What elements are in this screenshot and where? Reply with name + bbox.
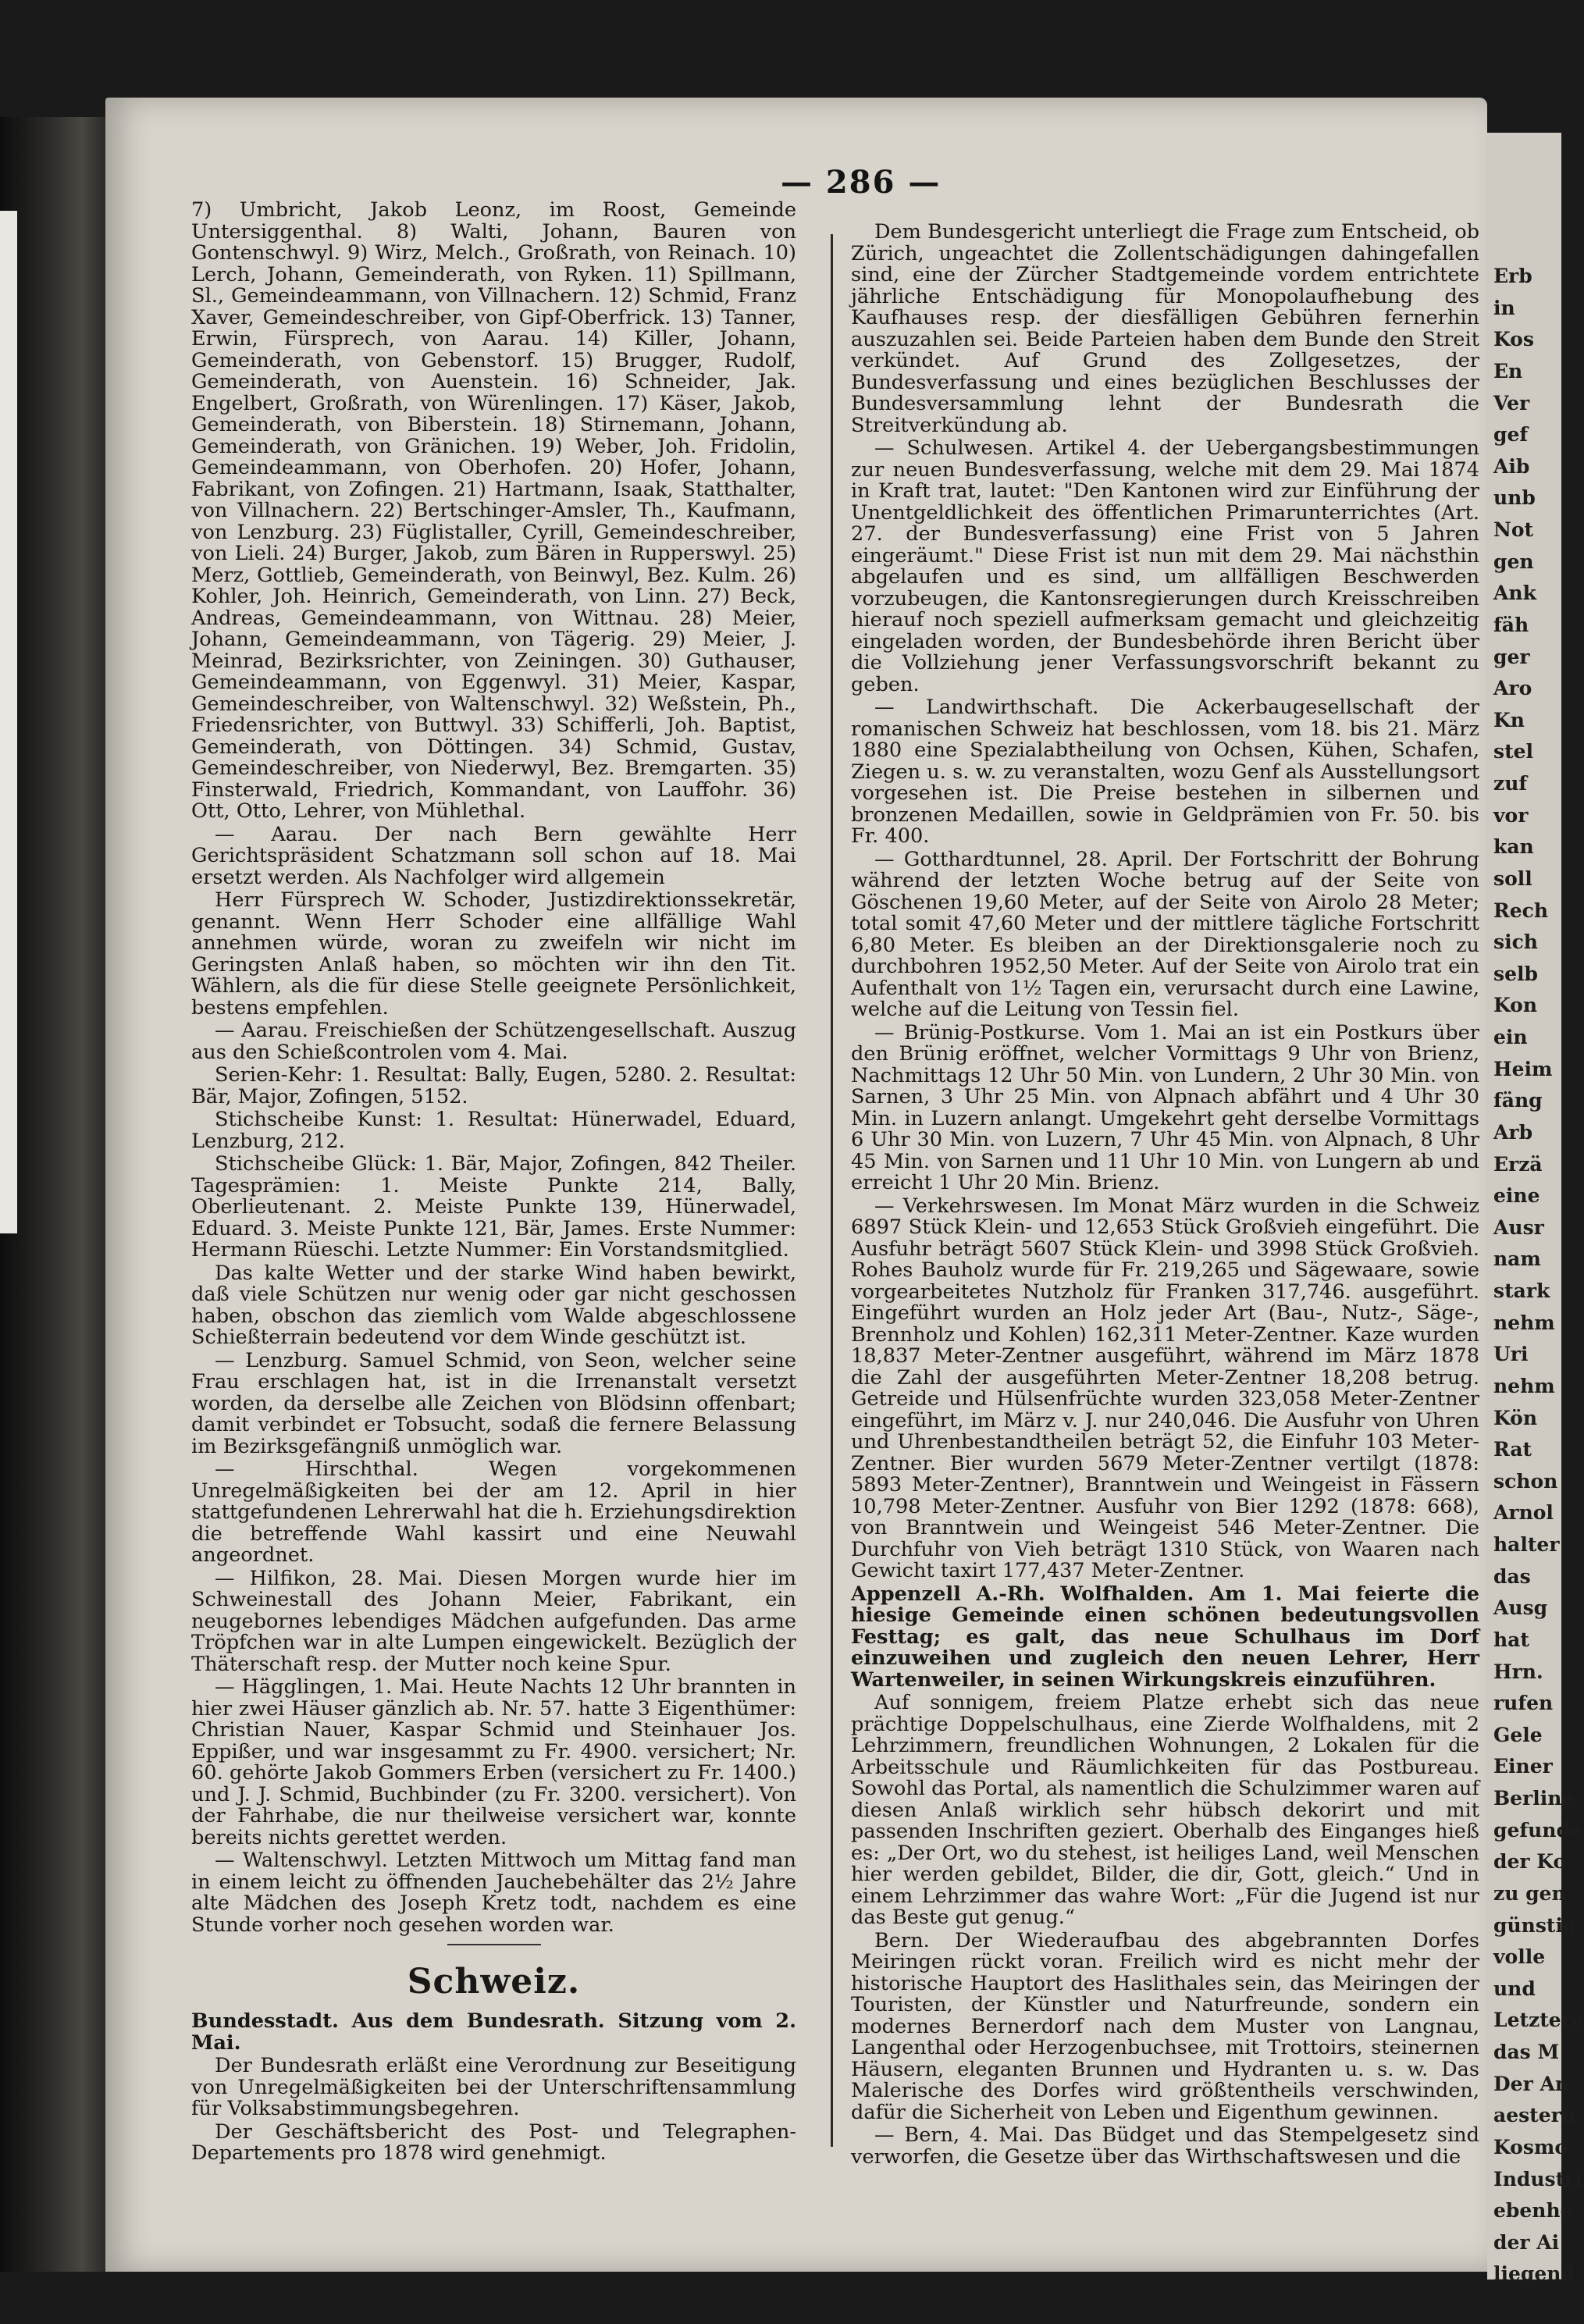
next-page-fragment: Ver: [1493, 391, 1530, 415]
next-page-fragment: fäh: [1493, 613, 1529, 636]
next-page-fragment: Berline: [1493, 1787, 1575, 1810]
paragraph: — Landwirthschaft. Die Ackerbaugesellschaft der romanischen Schweiz hat beschlossen, vom 18. bis 21. März 1880 eine Spezialabtheilung von Ochsen, Kühen, Schafen, Ziegen u. s. w. zu veranstalten, wozu Genf als Ausstellungsort vorgesehen ist. Die Preise bestehen in silbernen und bronzenen Medaillen, sowie in Geldprämien von Fr. 50. bis Fr. 400.: [851, 696, 1479, 848]
next-page-fragment: selb: [1493, 962, 1538, 985]
next-page-fragment: zuf: [1493, 772, 1528, 795]
next-page-fragment: Arnol: [1493, 1501, 1554, 1525]
paragraph: — Gotthardtunnel, 28. April. Der Fortschritt der Bohrung während der letzten Woche betrug auf der Seite von Göschenen 19,60 Meter, auf der Seite von Airolo 28 Meter; total somit 47,60 Meter und der mittlere tägliche Fortschritt 6,80 Meter. Es bleiben an der Direktionsgalerie noch zu durchbohren 1952,50 Meter. Auf der Seite von Airolo trat ein Aufenthalt von 1½ Tagen ein, verursacht durch eine Lawine, welche auf die Leitung von Tessin fiel.: [851, 847, 1479, 1021]
left-column: [191, 198, 796, 2165]
next-page-fragment: ebenhe: [1493, 2199, 1573, 2223]
next-page-fragment: Gele: [1493, 1723, 1543, 1746]
paragraph: Serien-Kehr: 1. Resultat: Bally, Eugen, 5280. 2. Resultat: Bär, Major, Zofingen, 5152.: [191, 1063, 796, 1109]
paragraph: Stichscheibe Kunst: 1. Resultat: Hünerwadel, Eduard, Lenzburg, 212.: [191, 1108, 796, 1153]
next-page-fragment: liegend: [1493, 2262, 1575, 2286]
next-page-fragment: eine: [1493, 1184, 1540, 1208]
next-page-fragment: ein: [1493, 1026, 1528, 1048]
next-page-fragment: stark: [1493, 1279, 1550, 1302]
next-page-fragment: in: [1493, 296, 1515, 319]
section-divider: [447, 1944, 541, 1945]
next-page-fragment: En: [1493, 359, 1523, 383]
next-page-fragment: Ausg: [1493, 1596, 1548, 1620]
column-rule: [831, 234, 833, 2147]
next-page-fragment: Heim: [1493, 1057, 1553, 1080]
next-page-fragment: zu gen: [1493, 1881, 1566, 1905]
next-page-fragment: der Ai: [1493, 2230, 1560, 2254]
next-page-fragment: rufen: [1493, 1692, 1554, 1715]
next-page-fragment: Kos: [1493, 328, 1534, 351]
next-page-fragment: Arb: [1493, 1120, 1533, 1144]
next-page-fragment: kan: [1493, 835, 1534, 859]
next-page-fragment: Kn: [1493, 708, 1525, 731]
next-page-fragment: Uri: [1493, 1343, 1529, 1366]
next-page-fragment: aestern: [1493, 2104, 1575, 2127]
paragraph: Auf sonnigem, freiem Platze erhebt sich das neue prächtige Doppelschulhaus, eine Zierde Wolfhaldens, mit 2 Lehrzimmern, freundlichen Wohnungen, 2 Lokalen für die Arbeitsschule und Räumlichkeiten für das Postbureau. Sowohl das Portal, als namentlich die Schulzimmer waren auf diesen Anlaß wirklich sehr hübsch dekorirt und mit passenden Inschriften geziert. Oberhalb des Einganges hieß es: „Der Ort, wo du stehest, ist heiliges Land, weil Menschen hier werden gebildet, Bilder, die dir, Gott, gleich.“ Und in einem Lehrzimmer das wahre Wort: „Für die Jugend ist nur das Beste gut genug.“: [851, 1691, 1479, 1929]
paragraph: — Verkehrswesen. Im Monat März wurden in die Schweiz 6897 Stück Klein- und 12,653 Stück Großvieh eingeführt. Die Ausfuhr beträgt 5607 Stück Klein- und 3998 Stück Großvieh. Rohes Bauholz wurde für Fr. 219,265 und Sägewaare, sowie vorgearbeitetes Nutzholz für Franken 317,746. ausgeführt. Eingeführt wurden an Holz jeder Art (Bau-, Nutz-, Säge-, Brennholz und Kohlen) 162,311 Meter-Zentner. Kaze wurden 18,837 Meter-Zentner ausgeführt, während im März 1878 die Zahl der ausgeführten Meter-Zentner 18,208 betrug. Getreide und Hülsenfrüchte wurden 323,058 Meter-Zentner eingeführt, im März v. J. nur 240,046. Die Ausfuhr von Uhren und Uhrenbestandtheilen beträgt 52, die Einfuhr 103 Meter-Zentner. Bier wurden 5679 Meter-Zentner vertilgt (1878: 5893 Meter-Zentner), Branntwein und Weingeist in Fässern 10,798 Meter-Zentner. Ausfuhr von Bier 1292 (1878: 668), von Branntwein und Weingeist 546 Meter-Zentner. Die Durchfuhr von Vieh beträgt 1310 Stück, von Waaren nach Gewicht taxirt 177,437 Meter-Zentner.: [851, 1194, 1479, 1582]
next-page-fragment: Aro: [1493, 677, 1532, 700]
next-page-fragment: Erzä: [1493, 1152, 1543, 1176]
next-page-fragment: Letztere: [1493, 2009, 1584, 2032]
next-page-fragment: Hrn.: [1493, 1660, 1543, 1683]
next-page-fragment: Einer: [1493, 1755, 1553, 1778]
paragraph: — Hägglingen, 1. Mai. Heute Nachts 12 Uhr brannten in hier zwei Häuser gänzlich ab. Nr. 57. hatte 3 Eigenthümer: Christian Nauer, Kaspar Schmid und Steinhauer Jos. Eppißer, und war insgesammt zu Fr. 4900. versichert; Nr. 60. gehörte Jakob Gommers Erben (versichert zu Fr. 1400.) und J. J. Schmid, Buchbinder (zu Fr. 3200. versichert). Von der Fahrhabe, die nur theilweise versichert war, konnte bereits nichts gerettet werden.: [191, 1675, 796, 1849]
paragraph: — Brünig-Postkurse. Vom 1. Mai an ist ein Postkurs über den Brünig eröffnet, welcher Vormittags 9 Uhr von Brienz, Nachmittags 12 Uhr 50 Min. von Lundern, 2 Uhr 30 Min. von Sarnen, 3 Uhr 25 Min. von Alpnach abfährt und 4 Uhr 30 Min. in Luzern anlangt. Umgekehrt geht derselbe Vormittags 6 Uhr 30 Min. von Luzern, 7 Uhr 45 Min. von Alpnach, 8 Uhr 45 Min. von Sarnen und 11 Uhr 10 Min. von Lungern ab und erreicht 1 Uhr 20 Min. Brienz.: [851, 1020, 1479, 1194]
next-page-fragment: das: [1493, 1564, 1531, 1588]
paragraph: — Schulwesen. Artikel 4. der Uebergangsbestimmungen zur neuen Bundesverfassung, welche mit dem 29. Mai 1874 in Kraft trat, lautet: "Den Kantonen wird zur Einführung der Unentgeldlichkeit des öffentlichen Primarunterrichtes (Art. 27. der Bundesverfassung) eine Frist von 5 Jahren eingeräumt." Diese Frist ist nun mit dem 29. Mai nächsthin abgelaufen und es sind, um allfälligen Beschwerden vorzubeugen, die Kantonsregierungen durch Kreisschreiben hierauf noch speziell aufmerksam gemacht und gleichzeitig eingeladen worden, der Bundesbehörde ihren Bericht über die Vollziehung jener Verfassungsvorschrift bekannt zu geben.: [851, 436, 1479, 696]
next-page-fragment: das M: [1493, 2041, 1560, 2063]
paragraph: — Lenzburg. Samuel Schmid, von Seon, welcher seine Frau erschlagen hat, ist in die Irrenanstalt versetzt worden, da derselbe alle Zeichen von Blödsinn offenbart; damit verbindet er Tobsucht, sodaß die fernere Belassung im Bezirksgefängniß unmöglich war.: [191, 1348, 796, 1458]
page-number: — 286 —: [781, 164, 942, 201]
paragraph: Der Bundesrath erläßt eine Verordnung zur Beseitigung von Unregelmäßigkeiten bei der Unterschriftensammlung für Volksabstimmungsbegehren.: [191, 2054, 796, 2120]
paragraph: Herr Fürsprech W. Schoder, Justizdirektionssekretär, genannt. Wenn Herr Schoder eine allfällige Wahl annehmen würde, woran zu zweifeln wir nicht im Geringsten Anlaß haben, so möchten wir ihn den Tit. Wählern, als die für diese Stelle geeignete Persönlichkeit, bestens empfehlen.: [191, 888, 796, 1020]
next-page-fragment: und: [1493, 1977, 1536, 2000]
next-page-fragment: gefunde: [1493, 1818, 1582, 1842]
next-page-fragment: Rech: [1493, 899, 1549, 922]
next-page-fragment: der Ko: [1493, 1850, 1567, 1874]
next-page-fragment: Not: [1493, 518, 1534, 541]
paragraph: — Hilfikon, 28. Mai. Diesen Morgen wurde hier im Schweinestall des Johann Meier, Fabrikant, ein neugebornes lebendiges Mädchen aufgefunden. Das arme Tröpfchen war in alte Lumpen eingewickelt. Bezüglich der Thäterschaft resp. der Mutter noch keine Spur.: [191, 1566, 796, 1676]
next-page-fragment: Ausr: [1493, 1215, 1544, 1239]
next-page-fragment: Rat: [1493, 1438, 1532, 1461]
next-page-fragment: Kosmo: [1493, 2135, 1568, 2159]
next-page-fragment: volle: [1493, 1945, 1546, 1969]
binding-paper-edge: [0, 211, 17, 1233]
paragraph: Bundesstadt. Aus dem Bundesrath. Sitzung vom 2. Mai.: [191, 2009, 796, 2055]
next-page-fragment: Aib: [1493, 454, 1530, 478]
next-page-fragment: Ank: [1493, 582, 1536, 605]
next-page-fragment: halter: [1493, 1533, 1560, 1556]
next-page-fragment: günstig: [1493, 1913, 1577, 1937]
next-page-fragment: nam: [1493, 1247, 1541, 1271]
next-page-fragment: Der An: [1493, 2072, 1570, 2095]
next-page-fragment: Erb: [1493, 265, 1532, 287]
paragraph: — Aarau. Freischießen der Schützengesellschaft. Auszug aus den Schießcontrolen vom 4. Mai.: [191, 1019, 796, 1064]
book-binding: [0, 117, 117, 2272]
next-page-fragment: nehm: [1493, 1311, 1555, 1334]
paragraph: Bern. Der Wiederaufbau des abgebrannten Dorfes Meiringen rückt voran. Freilich wird es nicht mehr der historische Hauptort des Haslithales sein, das Meiringen der Touristen, der Künstler und Naturfreunde, sondern ein modernes Bernerdorf nach dem Muster von Langnau, Langenthal oder Herzogenbuchsee, mit Trottoirs, steinernen Häusern, eleganten Brunnen und Hydranten u. s. w. Das Malerische des Dorfes wird größtentheils verschwinden, dafür die Sicherheit von Leben und Eigenthum gewinnen.: [851, 1928, 1479, 2124]
paragraph: Der Geschäftsbericht des Post- und Telegraphen-Departements pro 1878 wird genehmigt.: [191, 2119, 796, 2165]
paragraph: — Bern, 4. Mai. Das Büdget und das Stempelgesetz sind verworfen, die Gesetze über das Wirthschaftswesen und die: [851, 2123, 1479, 2169]
paragraph: — Waltenschwyl. Letzten Mittwoch um Mittag fand man in einem leicht zu öffnenden Jauchebehälter das 2½ Jahre alte Mädchen des Joseph Kretz todt, nachdem es eine Stunde vorher noch gesehen worden war.: [191, 1849, 796, 1937]
next-page-fragment: sich: [1493, 931, 1538, 954]
section-title: Schweiz.: [407, 1962, 581, 2002]
next-page-fragment: soll: [1493, 867, 1532, 890]
paragraph: 7) Umbricht, Jakob Leonz, im Roost, Gemeinde Untersiggenthal. 8) Walti, Johann, Bauren von Gontenschwyl. 9) Wirz, Melch., Großrath, von Reinach. 10) Lerch, Johann, Gemeinderath, von Ryken. 11) Spillmann, Sl., Gemeindeammann, von Villnachern. 12) Schmid, Franz Xaver, Gemeindeschreiber, von Gipf-Oberfrick. 13) Tanner, Erwin, Fürsprech, von Aarau. 14) Killer, Johann, Gemeinderath, von Gebenstorf. 15) Brugger, Rudolf, Gemeinderath, von Auenstein. 16) Schneider, Jak. Engelbert, Großrath, von Würenlingen. 17) Käser, Jakob, Gemeinderath, von Biberstein. 18) Stirnemann, Johann, Gemeinderath, von Gränichen. 19) Weber, Joh. Fridolin, Gemeindeammann, von Oberhofen. 20) Hofer, Johann, Fabrikant, von Zofingen. 21) Hartmann, Isaak, Statthalter, von Villnachern. 22) Bertschinger-Amsler, Th., Kaufmann, von Lenzburg. 23) Füglistaller, Cyrill, Gemeindeschreiber, von Lieli. 24) Burger, Jakob, zum Bären in Rupperswyl. 25) Merz, Gottlieb, Gemeinderath, von Beinwyl, Bez. Kulm. 26) Kohler, Joh. Heinrich, Gemeinderath, von Linn. 27) Beck, Andreas, Gemeindeammann, von Wittnau. 28) Meier, Johann, Gemeindeammann, von Tägerig. 29) Meier, J. Meinrad, Bezirksrichter, von Zeiningen. 30) Guthauser, Gemeindeammann, von Eggenwyl. 31) Meier, Kaspar, Gemeindeschreiber, von Waltenschwyl. 32) Weßstein, Ph., Friedensrichter, von Buttwyl. 33) Schifferli, Joh. Baptist, Gemeinderath, von Döttingen. 34) Schmid, Gustav, Gemeindeschreiber, von Niederwyl, Bez. Bremgarten. 35) Finsterwald, Friedrich, Kommandant, von Lauffohr. 36) Ott, Otto, Lehrer, von Mühlethal.: [191, 198, 796, 823]
paragraph: Stichscheibe Glück: 1. Bär, Major, Zofingen, 842 Theiler. Tagesprämien: 1. Meiste Punkte 214, Bally, Oberlieutenant. 2. Meiste Punkte 139, Hünerwadel, Eduard. 3. Meiste Punkte 121, Bär, James. Erste Nummer: Hermann Rüeschi. Letzte Nummer: Ein Vorstandsmitglied.: [191, 1152, 796, 1262]
next-page-fragment: schon: [1493, 1469, 1558, 1493]
next-page-fragment: Industri: [1493, 2167, 1582, 2191]
paragraph: — Hirschthal. Wegen vorgekommenen Unregelmäßigkeiten bei der am 12. April in hier stattgefundenen Lehrerwahl hat die h. Erziehungsdirektion die betreffende Wahl kassirt und eine Neuwahl angeordnet.: [191, 1457, 796, 1567]
next-page-fragment: gen: [1493, 550, 1534, 573]
next-page-fragment: Kon: [1493, 994, 1538, 1017]
next-page-fragment: gef: [1493, 423, 1529, 447]
next-page-fragment: nehm: [1493, 1374, 1555, 1397]
paragraph: Das kalte Wetter und der starke Wind haben bewirkt, daß viele Schützen nur wenig oder gar nicht geschossen haben, obschon das ziemlich vom Walde abgeschlossene Schießterrain bedeutend vor dem Winde geschützt ist.: [191, 1261, 796, 1349]
next-page-fragment: unb: [1493, 486, 1536, 510]
next-page-fragment: Kön: [1493, 1406, 1538, 1429]
next-page-fragment: fäng: [1493, 1089, 1543, 1112]
paragraph: — Aarau. Der nach Bern gewählte Herr Gerichtspräsident Schatzmann soll schon auf 18. Mai ersetzt werden. Als Nachfolger wird allgemein: [191, 822, 796, 889]
next-page-fragment: stel: [1493, 740, 1534, 763]
right-column: [851, 220, 1479, 2169]
next-page-fragment: hat: [1493, 1628, 1529, 1651]
next-page-edge: [1487, 133, 1584, 2286]
next-page-fragment: ger: [1493, 645, 1530, 668]
next-page-fragment: vor: [1493, 803, 1529, 827]
paragraph: Dem Bundesgericht unterliegt die Frage zum Entscheid, ob Zürich, ungeachtet die Zollentschädigungen dahingefallen sind, eine der Zürcher Stadtgemeinde vordem entrichtete jährliche Entschädigung für Monopolaufhebung des Kaufhauses resp. der diesfälligen Gebühren fernerhin auszuzahlen sei. Beide Parteien haben dem Bunde den Streit verkündet. Auf Grund des Zollgesetzes, der Bundesverfassung und eines bezüglichen Beschlusses der Bundesversammlung lehnt der Bundesrath die Streitverkündung ab.: [851, 220, 1479, 437]
paragraph: Appenzell A.-Rh. Wolfhalden. Am 1. Mai feierte die hiesige Gemeinde einen schönen bedeutungsvollen Festtag; es galt, das neue Schulhaus im Dorf einzuweihen und zugleich den neuen Lehrer, Herr Wartenweiler, in seinen Wirkungskreis einzuführen.: [851, 1582, 1479, 1692]
